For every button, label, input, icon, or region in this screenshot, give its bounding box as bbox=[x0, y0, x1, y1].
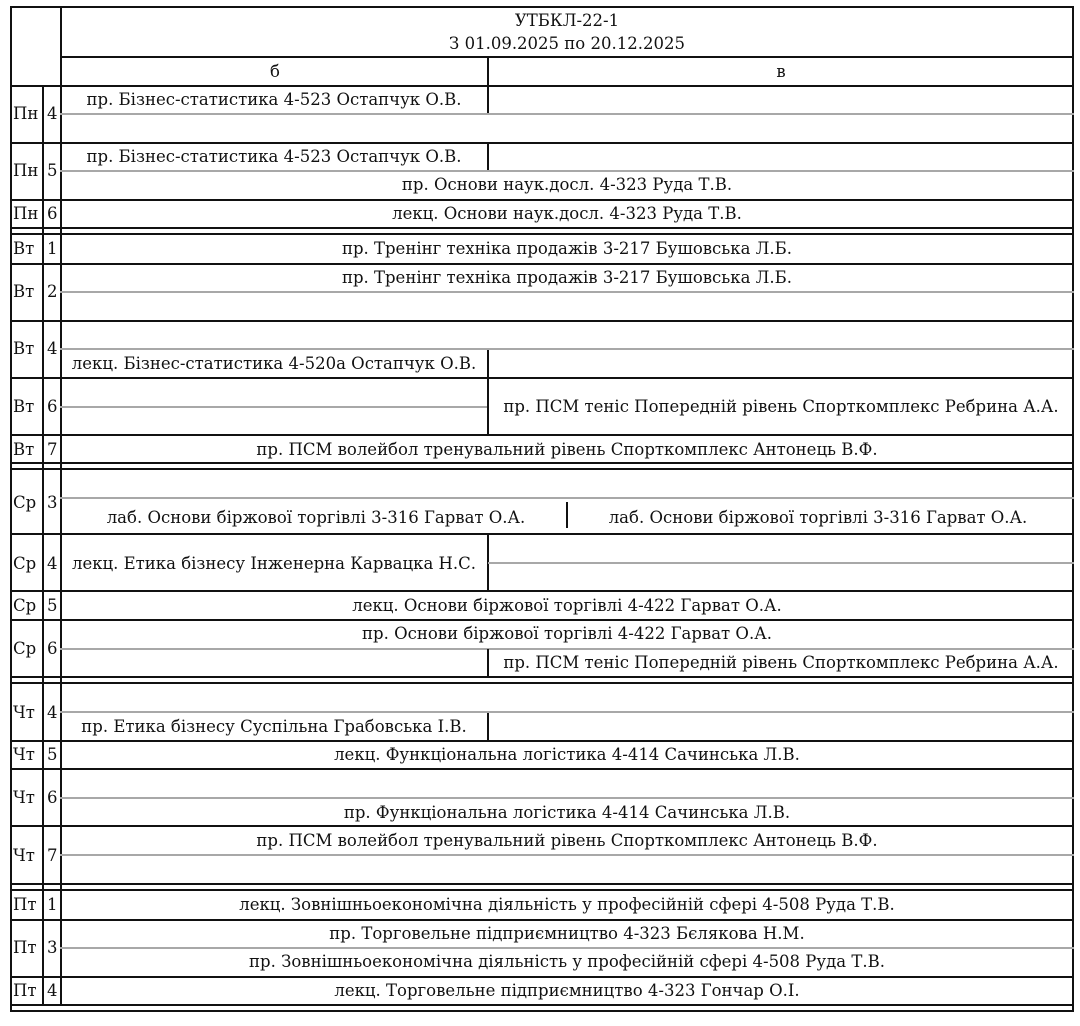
lesson-cell: лекц. Етика бізнесу Інженерна Карвацка Н.С. bbox=[71, 554, 477, 573]
day-separator bbox=[10, 889, 1074, 891]
pair-number: 3 bbox=[47, 938, 58, 957]
pair-number: 2 bbox=[47, 282, 58, 301]
row-divider bbox=[10, 199, 1074, 201]
pair-number: 1 bbox=[47, 239, 58, 258]
pair-number: 4 bbox=[47, 339, 58, 358]
pair-number: 4 bbox=[47, 554, 58, 573]
row-divider bbox=[10, 142, 1074, 144]
half-row-divider bbox=[60, 497, 1074, 499]
group-title: УТБКЛ-22-1 bbox=[514, 11, 620, 30]
half-row-divider bbox=[60, 711, 1074, 713]
day-label: Ср bbox=[13, 493, 37, 512]
day-label: Чт bbox=[13, 788, 35, 807]
day-label: Пт bbox=[13, 981, 37, 1000]
day-label: Ср bbox=[13, 554, 37, 573]
row-divider bbox=[10, 377, 1074, 379]
day-label: Чт bbox=[13, 846, 35, 865]
row-divider bbox=[10, 590, 1074, 592]
lesson-cell: лекц. Основи наук.досл. 4-323 Руда Т.В. bbox=[392, 204, 742, 223]
column-header-b: б bbox=[270, 62, 280, 81]
row-divider bbox=[10, 825, 1074, 827]
day-separator bbox=[10, 883, 1074, 885]
day-label: Ср bbox=[13, 596, 37, 615]
lesson-cell: пр. Бізнес-статистика 4-523 Остапчук О.В. bbox=[86, 147, 462, 166]
column-header-v: в bbox=[776, 62, 786, 81]
row-divider bbox=[10, 434, 1074, 436]
day-separator bbox=[10, 1004, 1074, 1006]
day-label: Пн bbox=[13, 204, 39, 223]
pair-number: 3 bbox=[47, 493, 58, 512]
day-label: Вт bbox=[13, 282, 35, 301]
pair-number: 5 bbox=[47, 745, 58, 764]
day-separator bbox=[10, 468, 1074, 470]
half-row-divider bbox=[60, 406, 488, 408]
day-column-divider bbox=[42, 86, 44, 1006]
table-border bbox=[10, 6, 12, 1012]
column-divider bbox=[487, 713, 489, 740]
row-divider bbox=[60, 56, 1074, 58]
lesson-cell: пр. ПСМ волейбол тренувальний рівень Спорткомплекс Антонець В.Ф. bbox=[256, 440, 878, 459]
day-label: Чт bbox=[13, 703, 35, 722]
lesson-cell: пр. Зовнішньоекономічна діяльність у професійній сфері 4-508 Руда Т.В. bbox=[249, 952, 885, 971]
lesson-cell: пр. ПСМ волейбол тренувальний рівень Спорткомплекс Антонець В.Ф. bbox=[256, 831, 878, 850]
lesson-cell: пр. ПСМ теніс Попередній рівень Спорткомплекс Ребрина А.А. bbox=[503, 653, 1059, 672]
day-label: Ср bbox=[13, 639, 37, 658]
row-divider bbox=[10, 919, 1074, 921]
day-label: Вт bbox=[13, 440, 35, 459]
lesson-cell: лекц. Бізнес-статистика 4-520а Остапчук О.В. bbox=[71, 354, 477, 373]
column-divider bbox=[487, 56, 489, 86]
pair-number: 4 bbox=[47, 104, 58, 123]
table-border bbox=[1072, 6, 1074, 1012]
day-separator bbox=[10, 682, 1074, 684]
lesson-cell: пр. Торговельне підприємництво 4-323 Бєлякова Н.М. bbox=[329, 924, 805, 943]
half-row-divider bbox=[60, 291, 1074, 293]
pair-number: 7 bbox=[47, 440, 58, 459]
row-divider bbox=[10, 85, 1074, 87]
half-row-divider bbox=[60, 648, 1074, 650]
pair-number: 4 bbox=[47, 703, 58, 722]
column-divider bbox=[487, 143, 489, 170]
lesson-cell: пр. Етика бізнесу Суспільна Грабовська І.В. bbox=[81, 717, 467, 736]
schedule-table bbox=[10, 6, 1074, 1012]
lesson-cell: пр. ПСМ теніс Попередній рівень Спорткомплекс Ребрина А.А. bbox=[503, 397, 1059, 416]
day-label: Вт bbox=[13, 339, 35, 358]
lesson-cell: лекц. Основи біржової торгівлі 4-422 Гарват О.А. bbox=[352, 596, 782, 615]
row-divider bbox=[10, 768, 1074, 770]
lesson-cell: лекц. Функціональна логістика 4-414 Сачинська Л.В. bbox=[334, 745, 800, 764]
lesson-cell: пр. Тренінг техніка продажів 3-217 Бушовська Л.Б. bbox=[341, 268, 793, 287]
pair-column-divider bbox=[60, 6, 62, 1006]
day-label: Вт bbox=[13, 397, 35, 416]
half-row-divider bbox=[60, 348, 1074, 350]
day-separator bbox=[10, 462, 1074, 464]
row-divider bbox=[10, 619, 1074, 621]
day-separator bbox=[10, 233, 1074, 235]
day-separator bbox=[10, 227, 1074, 229]
day-label: Пн bbox=[13, 104, 39, 123]
half-row-divider bbox=[60, 947, 1074, 949]
lesson-cell: пр. Основи наук.досл. 4-323 Руда Т.В. bbox=[401, 175, 733, 194]
day-label: Пт bbox=[13, 895, 37, 914]
lesson-cell: пр. Основи біржової торгівлі 4-422 Гарват О.А. bbox=[362, 624, 772, 643]
lesson-cell: пр. Тренінг техніка продажів 3-217 Бушовська Л.Б. bbox=[341, 239, 793, 258]
pair-number: 5 bbox=[47, 161, 58, 180]
lesson-cell: лаб. Основи біржової торгівлі 3-316 Гарват О.А. bbox=[106, 508, 526, 527]
column-divider bbox=[487, 649, 489, 676]
half-row-divider bbox=[60, 170, 1074, 172]
day-separator bbox=[10, 676, 1074, 678]
column-divider bbox=[487, 350, 489, 377]
row-divider bbox=[10, 320, 1074, 322]
row-divider bbox=[10, 533, 1074, 535]
row-divider bbox=[10, 740, 1074, 742]
day-label: Чт bbox=[13, 745, 35, 764]
half-row-divider bbox=[488, 562, 1074, 564]
column-divider bbox=[566, 502, 568, 528]
column-divider bbox=[487, 86, 489, 113]
lesson-cell: лекц. Торговельне підприємництво 4-323 Гончар О.І. bbox=[334, 981, 800, 1000]
pair-number: 6 bbox=[47, 788, 58, 807]
lesson-cell: пр. Функціональна логістика 4-414 Сачинська Л.В. bbox=[343, 803, 791, 822]
pair-number: 6 bbox=[47, 639, 58, 658]
lesson-cell: лаб. Основи біржової торгівлі 3-316 Гарват О.А. bbox=[608, 508, 1028, 527]
half-row-divider bbox=[60, 113, 1074, 115]
lesson-cell: лекц. Зовнішньоекономічна діяльність у професійній сфері 4-508 Руда Т.В. bbox=[239, 895, 895, 914]
pair-number: 6 bbox=[47, 397, 58, 416]
half-row-divider bbox=[60, 797, 1074, 799]
table-border bbox=[10, 6, 1074, 8]
day-label: Вт bbox=[13, 239, 35, 258]
row-divider bbox=[10, 976, 1074, 978]
pair-number: 5 bbox=[47, 596, 58, 615]
column-divider bbox=[487, 378, 489, 435]
row-divider bbox=[10, 263, 1074, 265]
period-subtitle: З 01.09.2025 по 20.12.2025 bbox=[449, 34, 685, 53]
pair-number: 4 bbox=[47, 981, 58, 1000]
pair-number: 6 bbox=[47, 204, 58, 223]
pair-number: 1 bbox=[47, 895, 58, 914]
pair-number: 7 bbox=[47, 846, 58, 865]
lesson-cell: пр. Бізнес-статистика 4-523 Остапчук О.В. bbox=[86, 90, 462, 109]
day-label: Пт bbox=[13, 938, 37, 957]
day-label: Пн bbox=[13, 161, 39, 180]
half-row-divider bbox=[60, 854, 1074, 856]
table-border bbox=[10, 1010, 1074, 1012]
